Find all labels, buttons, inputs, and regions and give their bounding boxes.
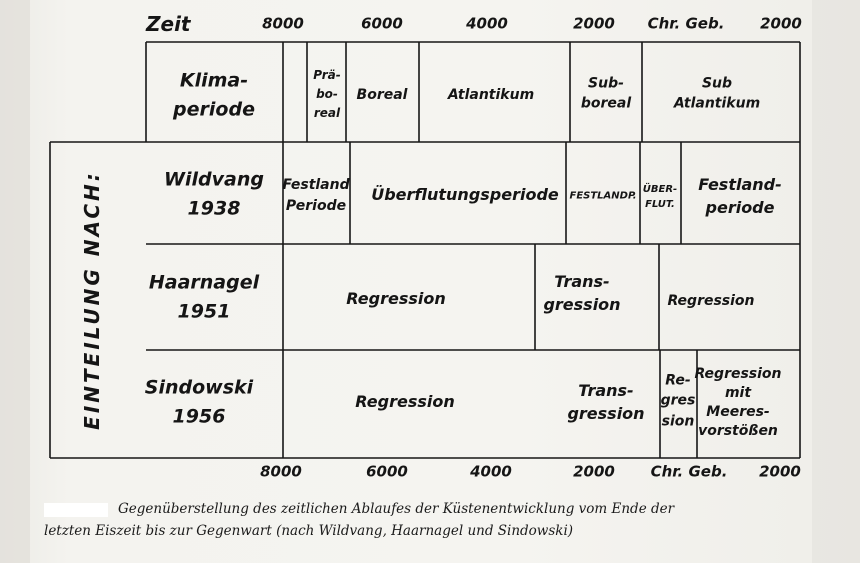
wildvang-cell-ueberflutung: Überflutungsperiode [371,184,559,204]
axis-title: Zeit [146,12,191,36]
wildvang-cell-festlandp: FESTLANDP. [569,190,637,202]
sindowski-cell-regression: Regression [355,391,455,411]
klima-cell-atlantikum: Atlantikum [447,86,535,103]
bottom-tick-2000-ad: 2000 [759,462,801,481]
bottom-tick-4000: 4000 [470,462,512,481]
caption-line-1: Gegenüberstellung des zeitlichen Ablaufes der Küstenentwicklung vom Ende der [44,498,804,520]
sindowski-row-label: Sindowski 1956 [144,376,254,427]
figure-caption [44,498,804,542]
wildvang-cell-ueberflut: ÜBER- FLUT. [642,184,678,210]
top-tick-2000-ad: 2000 [760,14,802,33]
redacted-figure-number [44,503,108,517]
klima-cell-praeboreal: Prä- bo- real [313,68,341,121]
wildvang-cell-festlandperiode: Festland- periode [698,174,782,217]
top-tick-8000: 8000 [262,14,304,33]
bottom-tick-chr-geb: Chr. Geb. [650,462,728,481]
einteilung-side-label: EINTEILUNG NACH: [80,170,104,430]
sindowski-cell-transgression: Trans- gression [567,380,645,423]
haarnagel-cell-regression-2: Regression [667,292,755,309]
top-tick-6000: 6000 [361,14,403,33]
klima-cell-boreal: Boreal [356,86,408,103]
sindowski-cell-regression-short: Re- gres sion [660,372,696,430]
klima-row-label: Klima- periode [173,69,255,120]
bottom-tick-6000: 6000 [366,462,408,481]
sindowski-cell-regression-mit-meeresvorstoessen: Regression mit Meeres- vorstößen [694,366,782,439]
top-tick-4000: 4000 [466,14,508,33]
bottom-tick-2000: 2000 [573,462,615,481]
bottom-tick-8000: 8000 [260,462,302,481]
klima-cell-subatlantikum: Sub Atlantikum [673,75,761,111]
klima-cell-subboreal: Sub- boreal [580,75,632,111]
haarnagel-cell-regression-1: Regression [346,288,446,308]
caption-line-2: letzten Eiszeit bis zur Gegenwart (nach Wildvang, Haarnagel und Sindowski) [44,523,574,539]
haarnagel-row-label: Haarnagel 1951 [148,271,260,322]
top-tick-chr-geb: Chr. Geb. [647,14,725,33]
wildvang-cell-festland: Festland Periode [282,177,350,214]
haarnagel-cell-transgression: Trans- gression [543,271,621,314]
wildvang-row-label: Wildvang 1938 [164,168,264,219]
top-tick-2000: 2000 [573,14,615,33]
